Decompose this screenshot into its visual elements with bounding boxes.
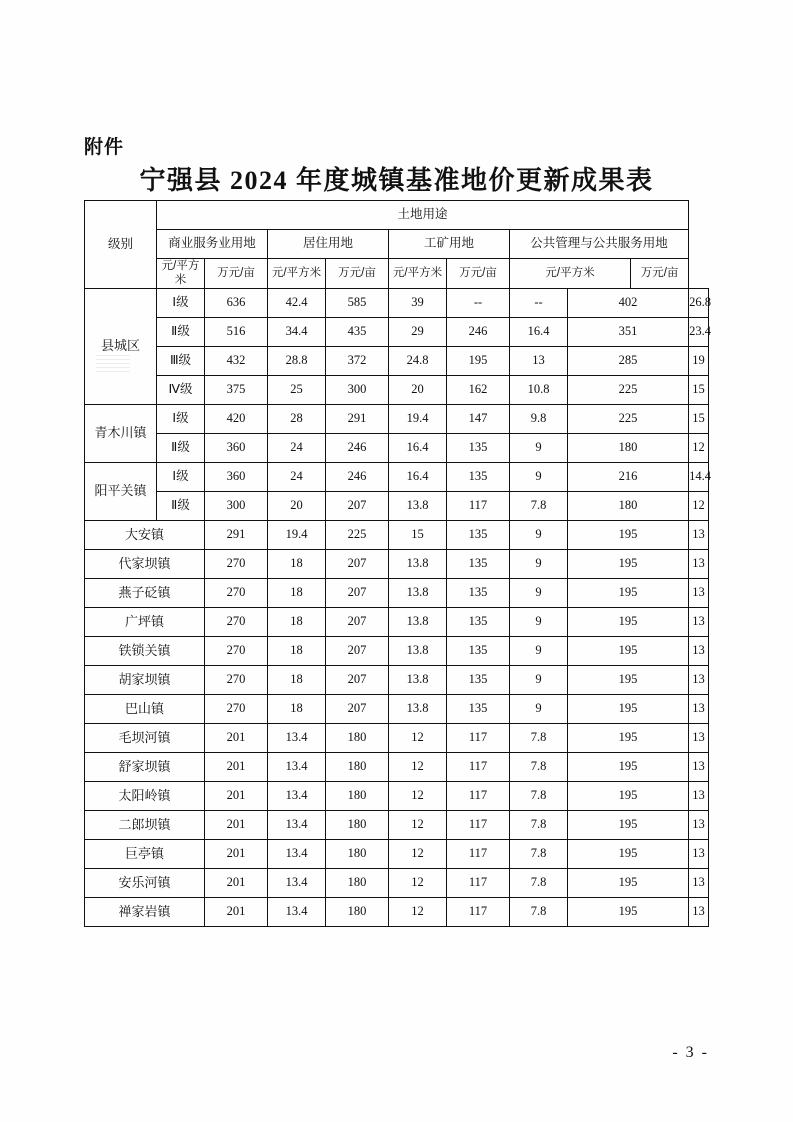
table-cell-value: 432 xyxy=(205,346,268,375)
table-cell-value: 195 xyxy=(568,549,689,578)
table-row xyxy=(85,636,709,665)
table-row xyxy=(85,723,709,752)
table-cell-value: 7.8 xyxy=(510,839,568,868)
table-cell-value: 246 xyxy=(326,462,389,491)
table-cell-value: 300 xyxy=(205,491,268,520)
unit-industrial-sqm: 元/平方米 xyxy=(389,259,447,289)
table-cell-value: 12 xyxy=(389,723,447,752)
table-cell-value: 195 xyxy=(568,607,689,636)
table-cell-value: 375 xyxy=(205,375,268,404)
table-cell-value: 18 xyxy=(268,607,326,636)
table-cell-value: 147 xyxy=(447,404,510,433)
unit-industrial-mu: 万元/亩 xyxy=(447,259,510,289)
table-row xyxy=(85,288,709,317)
table-cell-value: 180 xyxy=(326,752,389,781)
table-cell-value: 180 xyxy=(326,781,389,810)
table-cell-value: 117 xyxy=(447,723,510,752)
table-cell-value: 28.8 xyxy=(268,346,326,375)
row-region-label: 胡家坝镇 xyxy=(85,665,205,694)
table-cell-value: 291 xyxy=(326,404,389,433)
table-cell-value: 195 xyxy=(447,346,510,375)
table-cell-value: 18 xyxy=(268,694,326,723)
table-cell-value: 201 xyxy=(205,897,268,926)
table-cell-value: 13 xyxy=(689,723,709,752)
table-cell-value: 201 xyxy=(205,723,268,752)
table-cell-value: 207 xyxy=(326,549,389,578)
table-cell-value: 585 xyxy=(326,288,389,317)
table-cell-value: -- xyxy=(447,288,510,317)
row-region-label: 巴山镇 xyxy=(85,694,205,723)
table-cell-value: 207 xyxy=(326,578,389,607)
table-cell-value: 13 xyxy=(689,781,709,810)
table-cell-value: 135 xyxy=(447,578,510,607)
table-cell-value: 13.4 xyxy=(268,868,326,897)
table-cell-value: 117 xyxy=(447,868,510,897)
table-row xyxy=(85,897,709,926)
table-row xyxy=(85,810,709,839)
table-row xyxy=(85,665,709,694)
table-cell-value: 13 xyxy=(689,665,709,694)
table-cell-value: 162 xyxy=(447,375,510,404)
table-cell-value: 420 xyxy=(205,404,268,433)
table-cell-value: 13 xyxy=(689,607,709,636)
table-cell-value: 15 xyxy=(689,375,709,404)
table-cell-value: 135 xyxy=(447,433,510,462)
table-cell-value: 25 xyxy=(268,375,326,404)
table-cell-value: 12 xyxy=(389,752,447,781)
table-cell-value: 19.4 xyxy=(389,404,447,433)
row-region-label: 县城区 xyxy=(85,288,157,404)
table-cell-value: 9 xyxy=(510,549,568,578)
table-cell-value: 135 xyxy=(447,636,510,665)
page-title: 宁强县 2024 年度城镇基准地价更新成果表 xyxy=(139,166,654,195)
table-cell-value: 300 xyxy=(326,375,389,404)
row-region-label: 广坪镇 xyxy=(85,607,205,636)
table-cell-value: 23.4 xyxy=(689,317,709,346)
table-cell-value: 195 xyxy=(568,781,689,810)
table-cell-value: 225 xyxy=(326,520,389,549)
table-cell-value: 12 xyxy=(389,781,447,810)
table-cell-value: 13 xyxy=(689,897,709,926)
table-cell-value: 13 xyxy=(689,752,709,781)
table-cell-value: 636 xyxy=(205,288,268,317)
unit-commercial-mu: 万元/亩 xyxy=(205,259,268,289)
table-header-row-units xyxy=(85,259,709,289)
table-cell-value: 201 xyxy=(205,868,268,897)
table-cell-value: 207 xyxy=(326,607,389,636)
table-row xyxy=(85,520,709,549)
table-cell-value: 13.4 xyxy=(268,810,326,839)
table-cell-value: 18 xyxy=(268,636,326,665)
table-cell-value: 201 xyxy=(205,752,268,781)
table-row xyxy=(85,404,709,433)
table-cell-value: 29 xyxy=(389,317,447,346)
table-cell-value: 13.8 xyxy=(389,578,447,607)
row-region-label: 安乐河镇 xyxy=(85,868,205,897)
table-cell-value: 13.8 xyxy=(389,607,447,636)
table-cell-value: 9 xyxy=(510,694,568,723)
table-cell-value: 26.8 xyxy=(689,288,709,317)
table-cell-value: 13 xyxy=(689,520,709,549)
table-cell-value: 13 xyxy=(689,839,709,868)
table-cell-value: 13 xyxy=(689,549,709,578)
table-cell-value: 13.8 xyxy=(389,636,447,665)
table-cell-value: 16.4 xyxy=(389,462,447,491)
row-region-label: 青木川镇 xyxy=(85,404,157,462)
table-cell-value: 16.4 xyxy=(389,433,447,462)
table-cell-value: 360 xyxy=(205,433,268,462)
table-row xyxy=(85,549,709,578)
column-header-level: 级别 xyxy=(85,201,157,289)
table-cell-value: 285 xyxy=(568,346,689,375)
table-cell-value: 12 xyxy=(389,897,447,926)
table-cell-value: 135 xyxy=(447,607,510,636)
table-cell-value: 13 xyxy=(689,694,709,723)
table-cell-value: 270 xyxy=(205,578,268,607)
table-cell-value: 135 xyxy=(447,462,510,491)
table-cell-value: 207 xyxy=(326,491,389,520)
table-row xyxy=(85,433,709,462)
table-cell-value: 9 xyxy=(510,578,568,607)
table-cell-value: 13 xyxy=(510,346,568,375)
table-cell-value: 195 xyxy=(568,868,689,897)
table-cell-value: 372 xyxy=(326,346,389,375)
table-cell-value: 12 xyxy=(389,839,447,868)
table-cell-value: 12 xyxy=(689,491,709,520)
table-cell-value: 13 xyxy=(689,868,709,897)
table-cell-value: 246 xyxy=(326,433,389,462)
unit-public-sqm: 元/平方米 xyxy=(510,259,631,289)
table-cell-value: 180 xyxy=(568,433,689,462)
table-cell-value: 291 xyxy=(205,520,268,549)
row-region-label: 代家坝镇 xyxy=(85,549,205,578)
table-header-row-group xyxy=(85,201,709,230)
row-level-label: Ⅱ级 xyxy=(157,491,205,520)
table-cell-value: 20 xyxy=(268,491,326,520)
table-cell-value: 201 xyxy=(205,810,268,839)
table-cell-value: 9 xyxy=(510,520,568,549)
unit-commercial-sqm: 元/平方米 xyxy=(157,259,205,289)
row-region-label: 巨亭镇 xyxy=(85,839,205,868)
table-cell-value: 39 xyxy=(389,288,447,317)
table-cell-value: 13.8 xyxy=(389,491,447,520)
table-cell-value: 117 xyxy=(447,752,510,781)
row-region-label: 禅家岩镇 xyxy=(85,897,205,926)
row-region-label: 太阳岭镇 xyxy=(85,781,205,810)
table-cell-value: 13.4 xyxy=(268,723,326,752)
table-cell-value: 9 xyxy=(510,636,568,665)
table-cell-value: 13.4 xyxy=(268,781,326,810)
table-cell-value: 117 xyxy=(447,839,510,868)
table-cell-value: 9 xyxy=(510,607,568,636)
table-cell-value: 13.4 xyxy=(268,839,326,868)
table-cell-value: 7.8 xyxy=(510,897,568,926)
table-cell-value: 270 xyxy=(205,549,268,578)
column-header-industrial: 工矿用地 xyxy=(389,230,510,259)
table-cell-value: 19.4 xyxy=(268,520,326,549)
table-cell-value: 15 xyxy=(689,404,709,433)
table-cell-value: 7.8 xyxy=(510,810,568,839)
table-cell-value: 402 xyxy=(568,288,689,317)
table-cell-value: 117 xyxy=(447,781,510,810)
table-cell-value: 9 xyxy=(510,433,568,462)
table-row xyxy=(85,375,709,404)
table-cell-value: 117 xyxy=(447,491,510,520)
row-region-label: 毛坝河镇 xyxy=(85,723,205,752)
column-header-land-use-group: 土地用途 xyxy=(157,201,689,230)
row-level-label: Ⅰ级 xyxy=(157,288,205,317)
table-cell-value: 180 xyxy=(326,839,389,868)
table-row xyxy=(85,839,709,868)
table-row xyxy=(85,578,709,607)
table-row xyxy=(85,752,709,781)
row-region-label: 燕子砭镇 xyxy=(85,578,205,607)
table-cell-value: 117 xyxy=(447,897,510,926)
table-cell-value: 7.8 xyxy=(510,491,568,520)
table-cell-value: 195 xyxy=(568,665,689,694)
table-cell-value: 9.8 xyxy=(510,404,568,433)
table-cell-value: 435 xyxy=(326,317,389,346)
table-cell-value: 195 xyxy=(568,752,689,781)
table-cell-value: 12 xyxy=(689,433,709,462)
table-cell-value: -- xyxy=(510,288,568,317)
row-level-label: Ⅱ级 xyxy=(157,317,205,346)
table-header-row-uses xyxy=(85,230,709,259)
table-cell-value: 7.8 xyxy=(510,752,568,781)
column-header-commercial: 商业服务业用地 xyxy=(157,230,268,259)
table-cell-value: 216 xyxy=(568,462,689,491)
table-cell-value: 117 xyxy=(447,810,510,839)
row-level-label: Ⅰ级 xyxy=(157,462,205,491)
table-cell-value: 13.4 xyxy=(268,752,326,781)
table-row xyxy=(85,317,709,346)
table-cell-value: 360 xyxy=(205,462,268,491)
table-cell-value: 13 xyxy=(689,810,709,839)
table-cell-value: 7.8 xyxy=(510,781,568,810)
table-cell-value: 13.4 xyxy=(268,897,326,926)
table-cell-value: 135 xyxy=(447,520,510,549)
row-level-label: Ⅲ级 xyxy=(157,346,205,375)
table-cell-value: 195 xyxy=(568,694,689,723)
table-cell-value: 14.4 xyxy=(689,462,709,491)
column-header-public: 公共管理与公共服务用地 xyxy=(510,230,689,259)
row-region-label: 舒家坝镇 xyxy=(85,752,205,781)
column-header-residential: 居住用地 xyxy=(268,230,389,259)
table-row xyxy=(85,868,709,897)
table-cell-value: 24 xyxy=(268,433,326,462)
table-cell-value: 9 xyxy=(510,462,568,491)
table-cell-value: 270 xyxy=(205,607,268,636)
table-cell-value: 246 xyxy=(447,317,510,346)
table-header xyxy=(85,201,709,289)
table-cell-value: 270 xyxy=(205,665,268,694)
unit-residential-mu: 万元/亩 xyxy=(326,259,389,289)
table-cell-value: 135 xyxy=(447,694,510,723)
table-cell-value: 135 xyxy=(447,549,510,578)
table-row xyxy=(85,346,709,375)
table-cell-value: 225 xyxy=(568,404,689,433)
row-region-label: 二郎坝镇 xyxy=(85,810,205,839)
table-cell-value: 180 xyxy=(326,810,389,839)
table-row xyxy=(85,781,709,810)
table-cell-value: 201 xyxy=(205,839,268,868)
table-cell-value: 12 xyxy=(389,810,447,839)
table-cell-value: 28 xyxy=(268,404,326,433)
table-row xyxy=(85,462,709,491)
row-level-label: Ⅰ级 xyxy=(157,404,205,433)
unit-public-mu: 万元/亩 xyxy=(631,259,689,289)
table-cell-value: 10.8 xyxy=(510,375,568,404)
table-cell-value: 201 xyxy=(205,781,268,810)
table-cell-value: 13 xyxy=(689,636,709,665)
table-cell-value: 207 xyxy=(326,665,389,694)
table-cell-value: 180 xyxy=(326,897,389,926)
table-cell-value: 270 xyxy=(205,694,268,723)
table-cell-value: 195 xyxy=(568,723,689,752)
table-cell-value: 270 xyxy=(205,636,268,665)
row-region-label: 大安镇 xyxy=(85,520,205,549)
table-cell-value: 20 xyxy=(389,375,447,404)
table-row xyxy=(85,607,709,636)
unit-residential-sqm: 元/平方米 xyxy=(268,259,326,289)
table-cell-value: 18 xyxy=(268,578,326,607)
table-cell-value: 13.8 xyxy=(389,549,447,578)
table-cell-value: 351 xyxy=(568,317,689,346)
table-cell-value: 207 xyxy=(326,636,389,665)
table-cell-value: 18 xyxy=(268,665,326,694)
table-cell-value: 195 xyxy=(568,810,689,839)
table-cell-value: 13 xyxy=(689,578,709,607)
table-cell-value: 15 xyxy=(389,520,447,549)
row-region-label: 阳平关镇 xyxy=(85,462,157,520)
table-cell-value: 13.8 xyxy=(389,694,447,723)
row-level-label: Ⅳ级 xyxy=(157,375,205,404)
table-cell-value: 516 xyxy=(205,317,268,346)
land-price-table xyxy=(84,200,709,927)
table-cell-value: 135 xyxy=(447,665,510,694)
table-cell-value: 9 xyxy=(510,665,568,694)
table-cell-value: 13.8 xyxy=(389,665,447,694)
table-cell-value: 19 xyxy=(689,346,709,375)
table-cell-value: 16.4 xyxy=(510,317,568,346)
table-cell-value: 24.8 xyxy=(389,346,447,375)
table-cell-value: 7.8 xyxy=(510,723,568,752)
table-cell-value: 34.4 xyxy=(268,317,326,346)
table-cell-value: 195 xyxy=(568,520,689,549)
table-cell-value: 180 xyxy=(326,723,389,752)
table-cell-value: 195 xyxy=(568,578,689,607)
row-level-label: Ⅱ级 xyxy=(157,433,205,462)
row-region-label: 铁锁关镇 xyxy=(85,636,205,665)
table-cell-value: 195 xyxy=(568,636,689,665)
table-cell-value: 180 xyxy=(568,491,689,520)
table-cell-value: 195 xyxy=(568,839,689,868)
table-cell-value: 225 xyxy=(568,375,689,404)
table-cell-value: 42.4 xyxy=(268,288,326,317)
table-cell-value: 12 xyxy=(389,868,447,897)
attachment-label: 附件 xyxy=(84,137,125,158)
table-cell-value: 195 xyxy=(568,897,689,926)
table-cell-value: 7.8 xyxy=(510,868,568,897)
table-body xyxy=(85,288,709,926)
table-cell-value: 207 xyxy=(326,694,389,723)
table-cell-value: 18 xyxy=(268,549,326,578)
table-cell-value: 24 xyxy=(268,462,326,491)
table-row xyxy=(85,491,709,520)
table-cell-value: 180 xyxy=(326,868,389,897)
page-number: - 3 - xyxy=(672,1044,709,1061)
table-row xyxy=(85,694,709,723)
